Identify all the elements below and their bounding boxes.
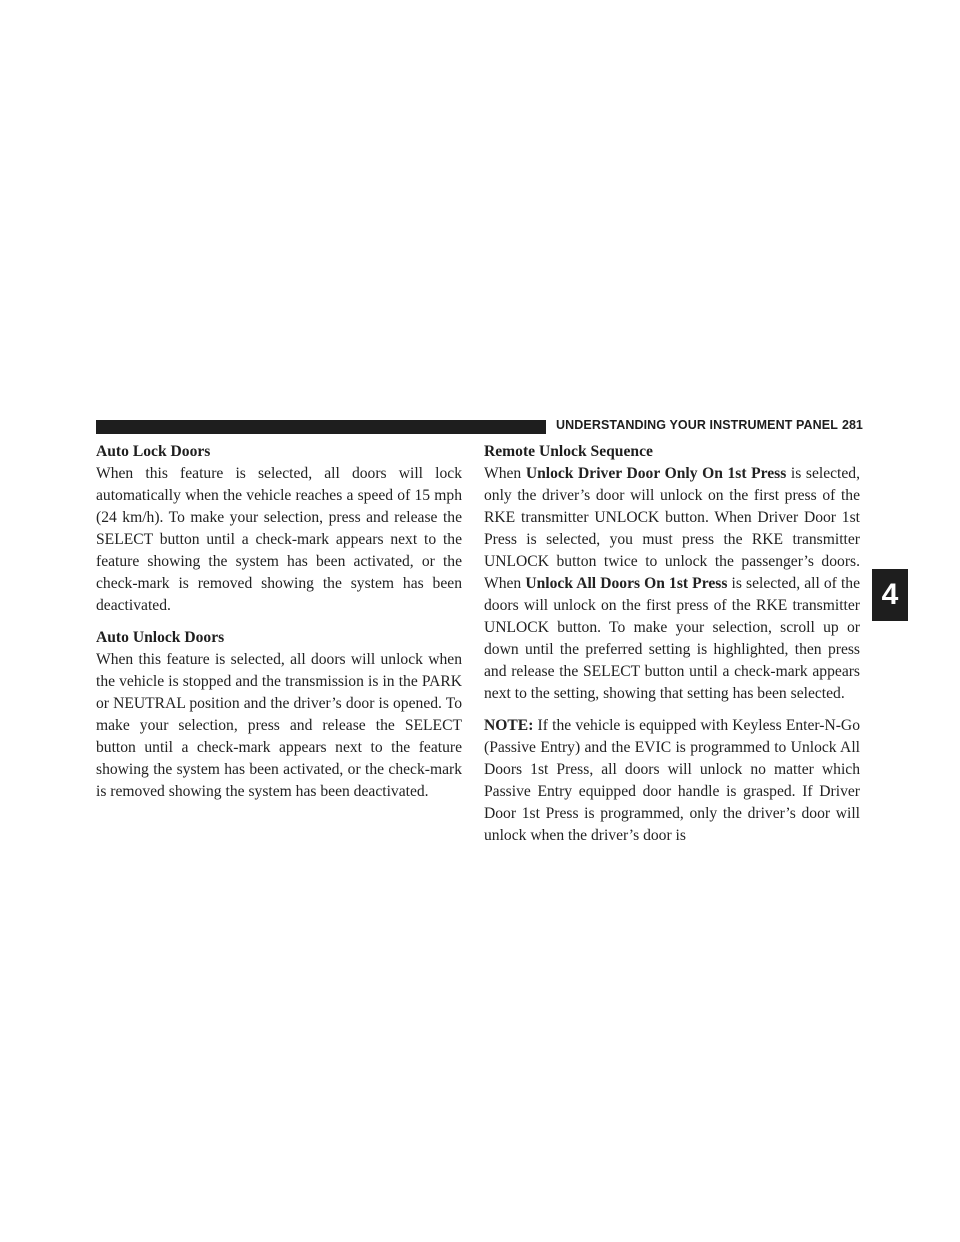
text-run: When <box>484 465 526 482</box>
header-rule <box>96 420 546 434</box>
section-body-remote-unlock-sequence <box>484 463 860 705</box>
right-column <box>484 441 860 855</box>
note-label: NOTE: <box>484 717 534 734</box>
text-run: is selected, all of the doors will unlock on the first press of the RKE transmitter UNLOCK button. To make your selection, scroll up or down until the preferred setting is highlighted, then press and release the SELECT button until a check-mark appears next to the setting, showing that setting has been selected. <box>484 575 860 702</box>
option-unlock-driver-door: Unlock Driver Door Only On 1st Press <box>525 465 787 482</box>
option-unlock-all-doors: Unlock All Doors On 1st Press <box>525 575 728 592</box>
note-paragraph <box>484 715 860 847</box>
left-column <box>96 441 462 811</box>
chapter-tab: 4 <box>872 569 908 621</box>
section-heading-auto-unlock-doors: Auto Unlock Doors <box>96 629 225 646</box>
section-body-auto-unlock-doors: When this feature is selected, all doors will unlock when the vehicle is stopped and the transmission is in the PARK or NEUTRAL position and the driver’s door is opened. To make your selection, press and release the SELECT button until a check-mark appears next to the feature showing the system has been activated, or the check-mark is removed showing the system has been deactivated. <box>96 651 462 800</box>
note-body: If the vehicle is equipped with Keyless Enter-N-Go (Passive Entry) and the EVIC is programmed to Unlock All Doors 1st Press, all doors will unlock no matter which Passive Entry equipped door handle is grasped. If Driver Door 1st Press is programmed, only the driver’s door will unlock when the driver’s door is <box>484 717 860 844</box>
section-heading-auto-lock-doors: Auto Lock Doors <box>96 443 211 460</box>
section-body-auto-lock-doors: When this feature is selected, all doors will lock automatically when the vehicle reaches a speed of 15 mph (24 km/h). To make your selection, press and release the SELECT button until a check-mark appears next to the feature showing the system has been activated, or the check-mark is removed showing the system has been deactivated. <box>96 465 462 614</box>
running-header-title: UNDERSTANDING YOUR INSTRUMENT PANEL <box>556 418 838 432</box>
text-run: is selected, only the driver’s door will unlock on the first press of the RKE transmitter UNLOCK button. When Driver Door 1st Press is selected, you must press the RKE transmitter UNLOCK button twice to unlock the passenger’s doors. When <box>484 465 860 592</box>
section-heading-remote-unlock-sequence: Remote Unlock Sequence <box>484 443 653 460</box>
page-number: 281 <box>842 418 863 432</box>
